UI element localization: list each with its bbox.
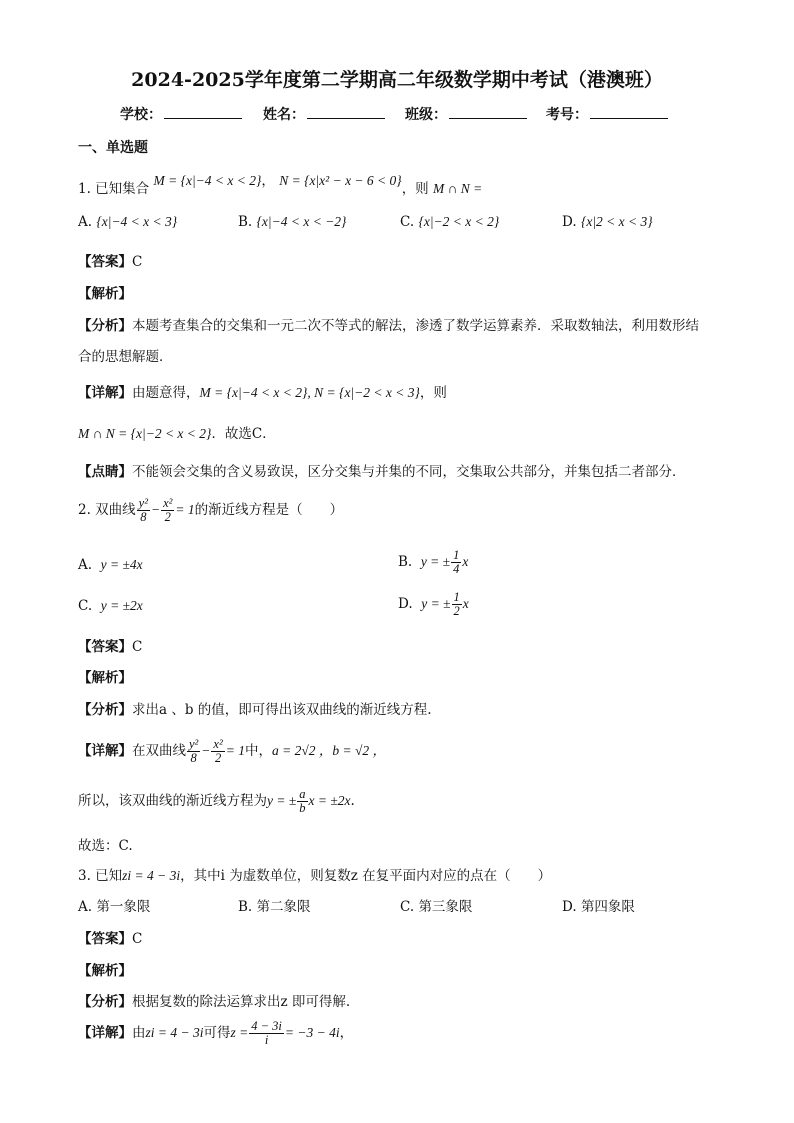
q1-detail: 【详解】由题意得，M = {x|−4 < x < 2}, N = {x|−2 < x < 3}，则 bbox=[78, 385, 447, 401]
q1-stem: 1. 已知集合 M = {x|−4 < x < 2}， N = {x|x² − x − 6 < 0}，则 M ∩ N = bbox=[78, 173, 483, 197]
q1-detail-result: M ∩ N = {x|−2 < x < 2}．故选C． bbox=[78, 426, 276, 442]
q3-stem: 3. 已知zi = 4 − 3i，其中i 为虚数单位，则复数z 在复平面内对应的点在（ ） bbox=[78, 868, 552, 884]
school-blank bbox=[164, 106, 242, 119]
q2-stem: 2. 双曲线 $\frac{\text{y²}}{8}$ − $\frac{\text{x²}}{2}$ = 1的渐近线方程是（ ） bbox=[78, 496, 344, 524]
q1-fenxi: 【分析】本题考查集合的交集和一元二次不等式的解法，渗透了数学运算素养．采取数轴法，利用数形结 bbox=[78, 318, 699, 334]
name-blank bbox=[307, 106, 385, 119]
q1-option-c: C. {x|−2 < x < 2} bbox=[400, 214, 500, 230]
page-title: 2024-2025学年度第二学期高二年级数学期中考试（港澳班） bbox=[131, 69, 663, 91]
class-blank bbox=[449, 106, 527, 119]
q2-choose: 故选：C. bbox=[78, 838, 133, 854]
q3-option-d: D. 第四象限 bbox=[562, 899, 635, 915]
q1-ask: M ∩ N = bbox=[432, 181, 483, 196]
class-label: 班级： bbox=[405, 107, 447, 123]
q2-conclusion: 所以，该双曲线的渐近线方程为y = ± $\frac{a}{b}$ x = ±2x. bbox=[78, 787, 355, 815]
q1-option-d: D. {x|2 < x < 3} bbox=[562, 214, 653, 230]
id-blank bbox=[590, 106, 668, 119]
name-label: 姓名： bbox=[263, 107, 305, 123]
q1-analysis-tag: 【解析】 bbox=[78, 286, 132, 302]
q2-analysis-tag: 【解析】 bbox=[78, 670, 132, 686]
class-field bbox=[405, 104, 527, 124]
q1-set-n: N = {x|x² − x − 6 < 0} bbox=[279, 173, 402, 188]
name-field bbox=[263, 104, 385, 124]
q2-option-b: B. y = ± $\frac{1}{4}$ x bbox=[398, 548, 469, 576]
q2-detail: 【详解】在双曲线 $\frac{\text{y²}}{8}$ − $\frac{\text{x²}}{2}$ = 1中，a = 2√2 ，b = √2 ， bbox=[78, 737, 387, 765]
q1-fenxi-cont: 合的思想解题． bbox=[78, 349, 173, 365]
q3-option-c: C. 第三象限 bbox=[400, 899, 473, 915]
q3-analysis-tag: 【解析】 bbox=[78, 963, 132, 979]
q1-option-a: A. {x|−4 < x < 3} bbox=[78, 214, 178, 230]
q2-frac-x: $\frac{\text{x²}}{2}$ bbox=[163, 496, 173, 524]
q2-option-a: A. y = ±4x bbox=[78, 557, 143, 573]
id-field bbox=[546, 104, 668, 124]
q3-option-b: B. 第二象限 bbox=[238, 899, 311, 915]
q3-option-a: A. 第一象限 bbox=[78, 899, 151, 915]
q1-option-b: B. {x|−4 < x < −2} bbox=[238, 214, 347, 230]
q2-option-d: D. y = ± $\frac{1}{2}$ x bbox=[398, 590, 469, 618]
q2-fenxi: 【分析】求出a 、b 的值，即可得出该双曲线的渐近线方程. bbox=[78, 702, 432, 718]
section-heading: 一、单选题 bbox=[78, 140, 148, 156]
q3-detail: 【详解】由zi = 4 − 3i可得z = $\frac{4 - 3i}{i}$ = −3 − 4i， bbox=[78, 1019, 354, 1047]
school-label: 学校： bbox=[120, 107, 162, 123]
q1-answer: 【答案】C bbox=[78, 254, 143, 270]
q3-fenxi: 【分析】根据复数的除法运算求出z 即可得解. bbox=[78, 994, 351, 1010]
q1-set-m: M = {x|−4 < x < 2} bbox=[153, 173, 262, 188]
q2-answer: 【答案】C bbox=[78, 639, 143, 655]
q1-dianjing: 【点睛】不能领会交集的含义易致误，区分交集与并集的不同，交集取公共部分，并集包括二者部分． bbox=[78, 464, 686, 480]
id-label: 考号： bbox=[546, 107, 588, 123]
q2-frac-y: $\frac{\text{y²}}{8}$ bbox=[138, 496, 148, 524]
school-field bbox=[120, 104, 242, 124]
q3-answer: 【答案】C bbox=[78, 931, 143, 947]
q2-option-c: C. y = ±2x bbox=[78, 598, 143, 614]
